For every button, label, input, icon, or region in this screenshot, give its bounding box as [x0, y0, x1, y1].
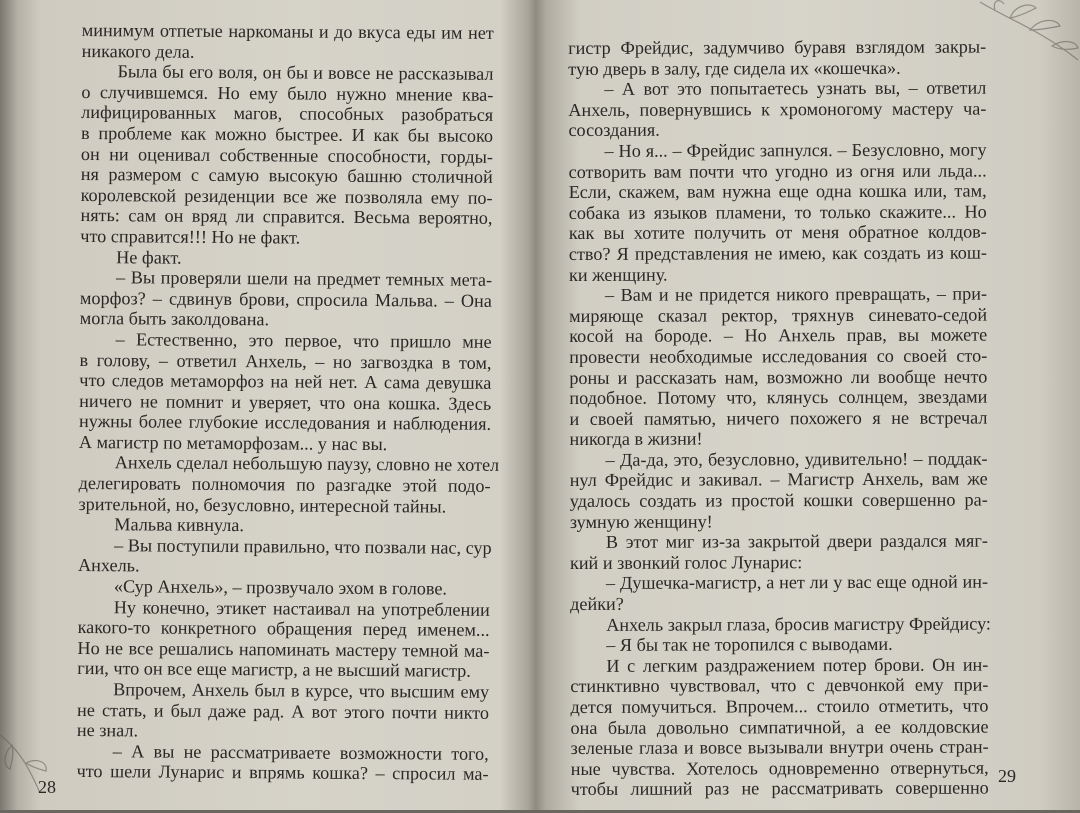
text-line: что справится!!! Но не факт.	[80, 225, 301, 248]
text-line: ные чувства. Хотелось одновременно отвернуться,	[570, 757, 989, 779]
text-line: Если, скажем, вам нужна еще одна кошка или, там,	[568, 180, 987, 203]
text-line: дейки?	[570, 593, 624, 615]
text-line: А магистр по метаморфозам... у нас вы.	[78, 431, 388, 455]
text-line: не знал.	[76, 720, 139, 741]
text-line: Мальва кивнула.	[114, 514, 245, 536]
text-line: гистр Фрейдис, задумчиво буравя взглядом закры-	[568, 36, 987, 58]
text-line: в проблеме как можно быстрее. И как бы высоко	[81, 122, 494, 146]
text-line: лифицированных магов, способных разобраться	[81, 102, 494, 126]
text-line: никогда в жизни!	[569, 428, 703, 450]
text-line: тую дверь в залу, где сидела их «кошечка».	[568, 57, 901, 79]
text-line: И с легким раздражением потер брови. Он ин-	[606, 654, 989, 676]
text-line: провести необходимые исследования со своей сто-	[569, 345, 988, 367]
text-line: Впрочем, Анхель был в курсе, что высшим ему	[113, 679, 490, 702]
right-page	[568, 0, 989, 810]
floral-ornament-icon	[970, 0, 1080, 80]
text-line: В этот миг из-за закрытой двери раздался мяг-	[605, 530, 988, 553]
text-line: – А вот это попытаетесь узнать вы, – ответил	[604, 77, 987, 100]
left-page	[76, 0, 500, 813]
text-line: сосоздания.	[568, 120, 660, 141]
text-line: – Вам и не придется никого превращать, – при-	[604, 283, 988, 305]
text-line: королевской резиденции все же позволяла ему по-	[80, 184, 493, 208]
right-page-text	[568, 37, 989, 800]
text-line: – А вы не рассматриваете возможности того,	[112, 741, 489, 764]
text-line: он ни оценивал собственные способности, горды-	[80, 143, 493, 167]
text-line: зрительной, но, безусловно, интересной тайны.	[78, 493, 447, 517]
text-line: собака из языков пламени, то только скажите... Но	[568, 201, 987, 223]
text-line: сотворить вам почти что угодно из огня или льда...	[568, 160, 987, 182]
text-line: Анхель сделал небольшую паузу, словно не хотел	[114, 452, 500, 476]
text-line: «Сур Анхель», – прозвучало эхом в голове.	[113, 576, 448, 599]
text-line: – Естественно, это первое, что пришло мне	[115, 329, 492, 352]
text-line: что следов метаморфоз на ней нет. А сама девушка	[79, 370, 492, 393]
text-line: морфоз? – сдвинув брови, спросила Мальва. – Она	[79, 287, 492, 311]
text-line: миряюще сказал ректор, тряхнув синевато-седой	[569, 304, 988, 326]
text-line: дется помучиться. Впрочем... стоило отметить, что	[570, 695, 989, 717]
text-line: – Я бы так не торопился с выводами.	[606, 634, 893, 656]
right-page-number: 29	[998, 766, 1016, 786]
text-line: гии, что он все еще магистр, а не высший магистр.	[77, 658, 471, 682]
text-line: – Да-да, это, безусловно, удивительно! – поддак-	[605, 448, 988, 470]
text-line: косой на бороде. – Но Анхель прав, вы можете	[569, 324, 988, 347]
text-line: Была бы его воля, он бы и вовсе не рассказывал	[117, 61, 494, 85]
text-line: делегировать полномочия по разгадке этой подо-	[78, 473, 491, 496]
text-line: нять: сам он вряд ли справится. Весьма вероятно,	[80, 205, 493, 229]
text-line: ки женщину.	[568, 264, 668, 285]
text-line: ничего не помнит и уверяет, что она кошка. Здесь	[79, 390, 492, 414]
text-line: как вы хотите получить от меня обратное колдов-	[568, 221, 987, 244]
text-line: роны и рассказать нам, возможно ли вообще нечто	[569, 366, 988, 388]
text-line: зеленые глаза и вовсе вызывали внутри очень стран-	[570, 736, 989, 759]
text-line: что шели Лунарис и впрямь кошка? – спросил ма-	[76, 761, 489, 785]
text-line: никакого дела.	[81, 40, 195, 62]
text-line: удалось создать из простой кошки совершенно ра-	[569, 489, 988, 512]
text-line: подобное. Потому что, клянусь солнцем, звездами	[569, 386, 988, 409]
text-line: – Вы поступили правильно, что позвали нас, сур	[114, 535, 492, 558]
text-line: в голову, – ответил Анхель, – но загвоздка в том,	[79, 349, 492, 373]
text-line: – Душечка-магистр, а нет ли у вас еще одной ин-	[606, 571, 989, 594]
text-line: ня размером с самую высокую башню столичной	[80, 164, 493, 188]
text-line: какого-то конкретного обращения перед именем...	[77, 617, 490, 641]
left-page-text	[76, 19, 500, 785]
text-line: кий и звонкий голос Лунарис:	[569, 552, 803, 573]
text-line: могла быть заколдована.	[79, 308, 270, 330]
text-line: ство? Я представления не имею, как создать из кош-	[568, 242, 987, 264]
text-line: нужны более глубокие исследования и наблюдения.	[78, 411, 492, 435]
text-line: Ну конечно, этикет настаивал на употреблении	[113, 596, 490, 620]
text-line: Но не все решались напоминать мастеру темной ма-	[77, 637, 490, 661]
text-line: нул Фрейдис и закивал. – Магистр Анхель, вам же	[569, 469, 988, 491]
text-line: не стать, и был даже рад. А вот этого почти никто	[76, 699, 490, 723]
text-line: она была довольно симпатичной, а ее колдовские	[570, 716, 989, 738]
text-line: Анхель, повернувшись к хромоногому мастеру ча-	[568, 98, 987, 120]
text-line: чтобы лишний раз не рассматривать совершенно	[570, 777, 989, 800]
text-line: Не факт.	[116, 246, 182, 268]
text-line: Анхель.	[77, 555, 140, 576]
text-line: – Но я... – Фрейдис запнулся. – Безусловно, могу	[604, 139, 987, 161]
text-line: Анхель закрыл глаза, бросив магистру Фрейдису:	[606, 613, 991, 635]
text-line: и своей памятью, ничего похожего я не встречал	[569, 407, 988, 429]
text-line: о случившемся. Но ему было нужно мнение ква-	[81, 81, 494, 105]
left-page-number: 28	[38, 777, 56, 797]
text-line: зумную женщину!	[569, 511, 713, 532]
text-line: минимум отпетые наркоманы и до вкуса еды им нет	[81, 19, 494, 43]
text-line: – Вы проверяли шели на предмет темных мета-	[115, 267, 493, 290]
text-line: стинктивно чувствовал, что с девчонкой ему при-	[570, 674, 989, 697]
